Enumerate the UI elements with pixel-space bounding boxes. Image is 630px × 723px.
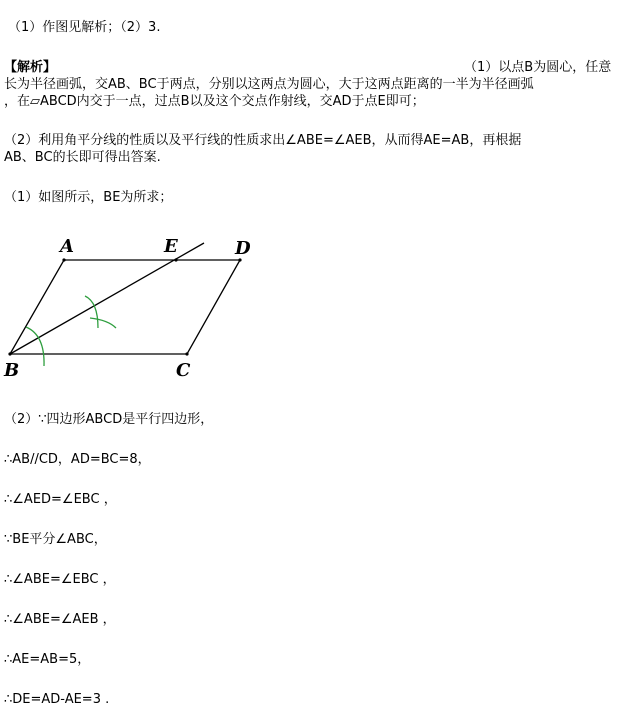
label-b: B	[4, 360, 20, 381]
solution-step: ∵BE平分∠ABC，	[4, 532, 107, 547]
label-e: E	[164, 236, 178, 257]
construction-arc-left	[85, 296, 98, 328]
solution-step: （2）∵四边形ABCD是平行四边形，	[4, 412, 214, 427]
solution-step: ∴AB//CD，AD=BC=8，	[4, 452, 151, 467]
vertex-a	[62, 258, 65, 261]
solution-step: ∴∠ABE=∠EBC ，	[4, 572, 116, 587]
solution-step: ∴∠ABE=∠AEB ，	[4, 612, 116, 627]
analysis-header: 【解析】	[4, 60, 57, 75]
parallelogram-abcd	[10, 260, 240, 354]
construction-arc-right	[90, 318, 116, 328]
solution-part1: （1）如图所示，BE为所求；	[4, 190, 173, 205]
analysis-part2-line1: （2）利用角平分线的性质以及平行线的性质求出∠ABE=∠AEB，从而得AE=AB，再根据	[4, 133, 522, 148]
solution-step: ∴∠AED=∠EBC ，	[4, 492, 117, 507]
analysis-part1-head: （1）以点B为圆心，任意	[464, 60, 612, 75]
solution-step: ∴AE=AB=5，	[4, 652, 91, 667]
label-a: A	[60, 236, 74, 257]
answer-line: （1）作图见解析；（2）3.	[8, 20, 161, 35]
point-e	[174, 258, 177, 261]
vertex-c	[185, 352, 188, 355]
analysis-part2-line2: AB、BC的长即可得出答案.	[4, 150, 161, 165]
label-c: C	[176, 360, 191, 381]
parallelogram-figure	[0, 230, 630, 390]
vertex-b	[8, 352, 11, 355]
analysis-part1-line2: 长为半径画弧，交AB、BC于两点，分别以这两点为圆心，大于这两点距离的一半为半径画弧	[4, 77, 534, 92]
label-d: D	[235, 238, 251, 259]
analysis-part1-line3: ，在▱ABCD内交于一点，过点B以及这个交点作射线，交AD于点E即可；	[4, 94, 425, 109]
solution-step: ∴DE=AD-AE=3 .	[4, 692, 110, 707]
construction-arc-center-b	[26, 327, 44, 366]
